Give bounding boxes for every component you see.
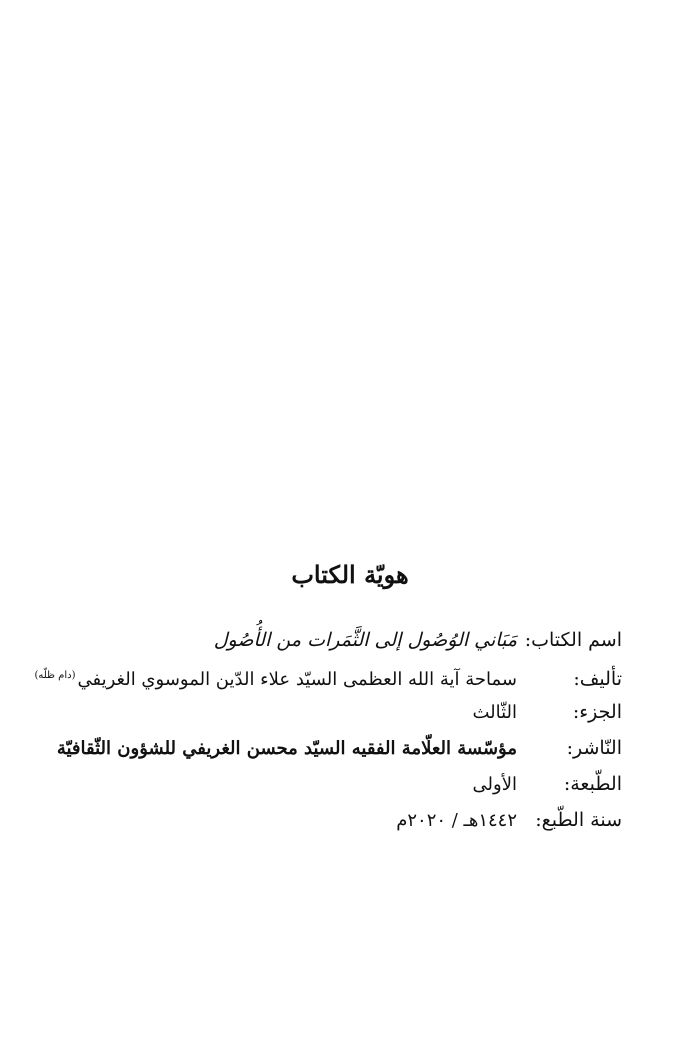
- volume-value: الثّالث: [472, 702, 517, 723]
- edition-value: الأولى: [472, 774, 517, 795]
- edition-row: [42, 766, 622, 802]
- book-info-list: [34, 622, 622, 838]
- edition-label: الطّبعة:: [563, 773, 622, 795]
- author-honorific: (دام ظلّه): [34, 670, 76, 681]
- book-name-label: اسم الكتاب:: [524, 629, 622, 651]
- book-name-value: مَبَاني الوُصُول إلى الثَّمَرات من الأُصُول: [213, 629, 517, 651]
- volume-row: [42, 694, 622, 730]
- volume-label: الجزء:: [572, 701, 622, 723]
- author-name: سماحة آية الله العظمى السيّد علاء الدّين الموسوي الغريفي: [77, 669, 517, 690]
- year-value: ١٤٤٢هـ / ٢٠٢٠م: [396, 810, 517, 831]
- publisher-label: النّاشر:: [566, 737, 622, 759]
- author-row: [34, 658, 622, 694]
- book-name-row: [42, 622, 622, 658]
- year-label: سنة الطّبع:: [535, 809, 622, 831]
- year-row: [42, 802, 622, 838]
- author-value: [34, 658, 517, 698]
- publisher-value: مؤسّسة العلّامة الفقيه السيّد محسن الغريفي للشؤون الثّقافيّة: [56, 738, 517, 759]
- page-title: هويّة الكتاب: [291, 560, 409, 589]
- author-label: تأليف:: [573, 668, 622, 690]
- publisher-row: [42, 730, 622, 766]
